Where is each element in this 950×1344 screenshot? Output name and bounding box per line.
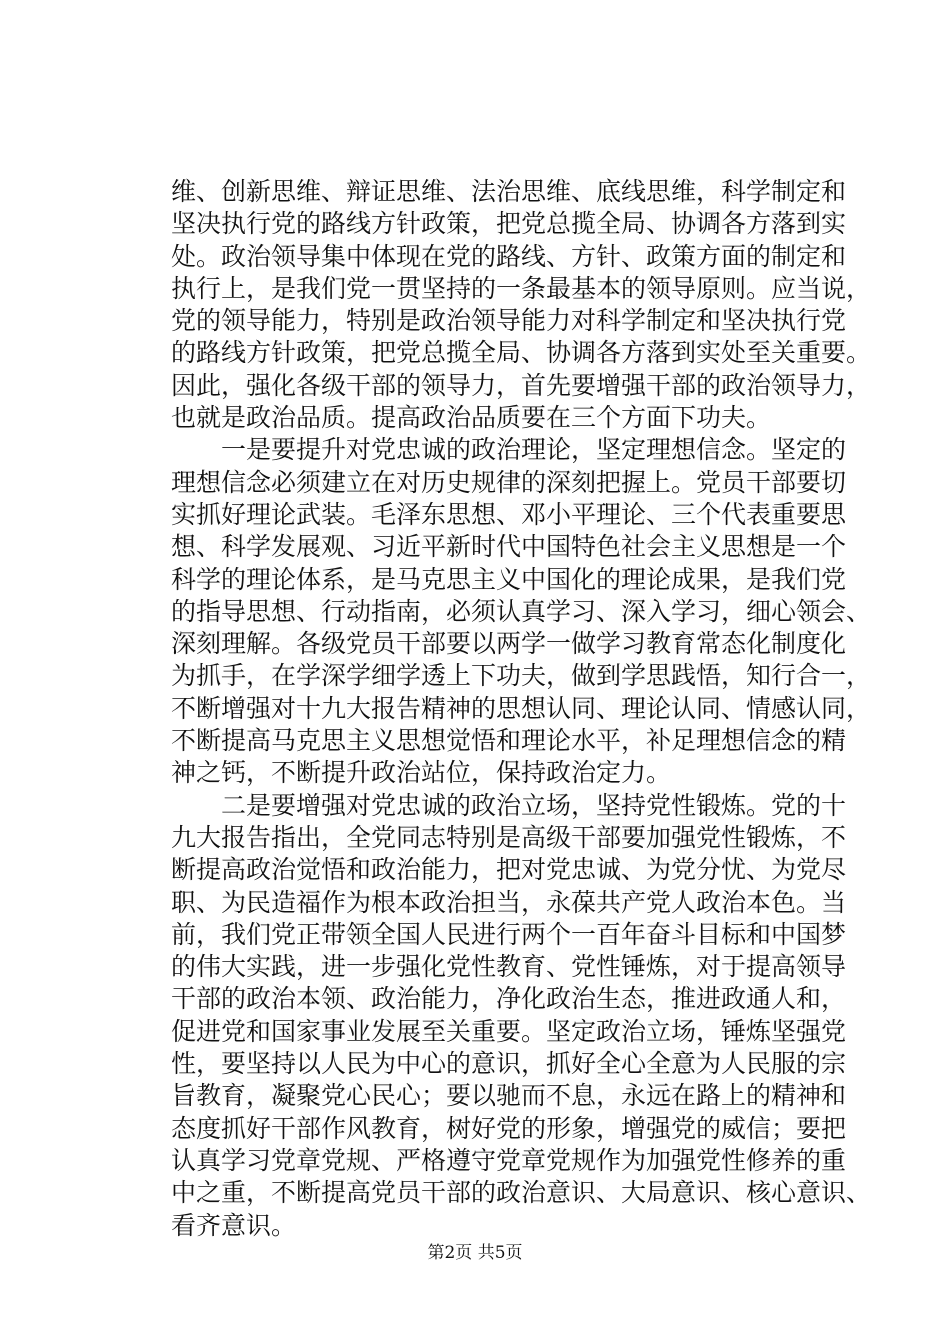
text-line: 深刻理解。各级党员干部要以两学一做学习教育常态化制度化 bbox=[171, 629, 847, 659]
text-line: 神之钙，不断提升政治站位，保持政治定力。 bbox=[171, 758, 672, 788]
text-line: 科学的理论体系，是马克思主义中国化的理论成果，是我们党 bbox=[171, 564, 847, 594]
text-line: 坚决执行党的路线方针政策，把党总揽全局、协调各方落到实 bbox=[171, 209, 847, 239]
text-line: 处。政治领导集中体现在党的路线、方针、政策方面的制定和 bbox=[171, 241, 847, 271]
text-line: 中之重，不断提高党员干部的政治意识、大局意识、核心意识、 bbox=[171, 1178, 872, 1208]
text-line: 的路线方针政策，把党总揽全局、协调各方落到实处至关重要。 bbox=[171, 338, 872, 368]
text-line: 党的领导能力，特别是政治领导能力对科学制定和坚决执行党 bbox=[171, 306, 847, 336]
text-line: 性，要坚持以人民为中心的意识，抓好全心全意为人民服的宗 bbox=[171, 1049, 847, 1079]
text-line: 的指导思想、行动指南，必须认真学习、深入学习，细心领会、 bbox=[171, 596, 872, 626]
text-line: 看齐意识。 bbox=[171, 1210, 297, 1240]
text-line: 二是要增强对党忠诚的政治立场，坚持党性锻炼。党的十 bbox=[171, 790, 847, 820]
text-line: 认真学习党章党规、严格遵守党章党规作为加强党性修养的重 bbox=[171, 1145, 847, 1175]
text-line: 也就是政治品质。提高政治品质要在三个方面下功夫。 bbox=[171, 403, 772, 433]
text-line: 不断增强对十九大报告精神的思想认同、理论认同、情感认同， bbox=[171, 693, 872, 723]
text-line: 促进党和国家事业发展至关重要。坚定政治立场，锤炼坚强党 bbox=[171, 1016, 847, 1046]
text-line: 干部的政治本领、政治能力，净化政治生态，推进政通人和， bbox=[171, 984, 847, 1014]
text-line: 因此，强化各级干部的领导力，首先要增强干部的政治领导力， bbox=[171, 370, 872, 400]
page-number-footer: 第2页 共5页 bbox=[427, 1243, 523, 1263]
text-line: 不断提高马克思主义思想觉悟和理论水平，补足理想信念的精 bbox=[171, 726, 847, 756]
text-line: 态度抓好干部作风教育，树好党的形象，增强党的威信；要把 bbox=[171, 1113, 847, 1143]
text-line: 执行上，是我们党一贯坚持的一条最基本的领导原则。应当说， bbox=[171, 273, 872, 303]
text-line: 维、创新思维、辩证思维、法治思维、底线思维，科学制定和 bbox=[171, 177, 847, 206]
text-line: 断提高政治觉悟和政治能力，把对党忠诚、为党分忧、为党尽 bbox=[171, 855, 847, 885]
text-line: 一是要提升对党忠诚的政治理论，坚定理想信念。坚定的 bbox=[171, 435, 847, 465]
text-line: 的伟大实践，进一步强化党性教育、党性锤炼，对于提高领导 bbox=[171, 952, 847, 982]
text-line: 九大报告指出，全党同志特别是高级干部要加强党性锻炼，不 bbox=[171, 822, 847, 852]
text-line: 前，我们党正带领全国人民进行两个一百年奋斗目标和中国梦 bbox=[171, 919, 847, 949]
text-line: 理想信念必须建立在对历史规律的深刻把握上。党员干部要切 bbox=[171, 467, 847, 497]
text-line: 想、科学发展观、习近平新时代中国特色社会主义思想是一个 bbox=[171, 532, 847, 562]
text-line: 职、为民造福作为根本政治担当，永葆共产党人政治本色。当 bbox=[171, 887, 847, 917]
text-line: 实抓好理论武装。毛泽东思想、邓小平理论、三个代表重要思 bbox=[171, 499, 847, 529]
body-text bbox=[171, 176, 872, 1242]
text-line: 旨教育，凝聚党心民心；要以驰而不息，永远在路上的精神和 bbox=[171, 1081, 847, 1111]
text-line: 为抓手，在学深学细学透上下功夫，做到学思践悟，知行合一， bbox=[171, 661, 872, 691]
